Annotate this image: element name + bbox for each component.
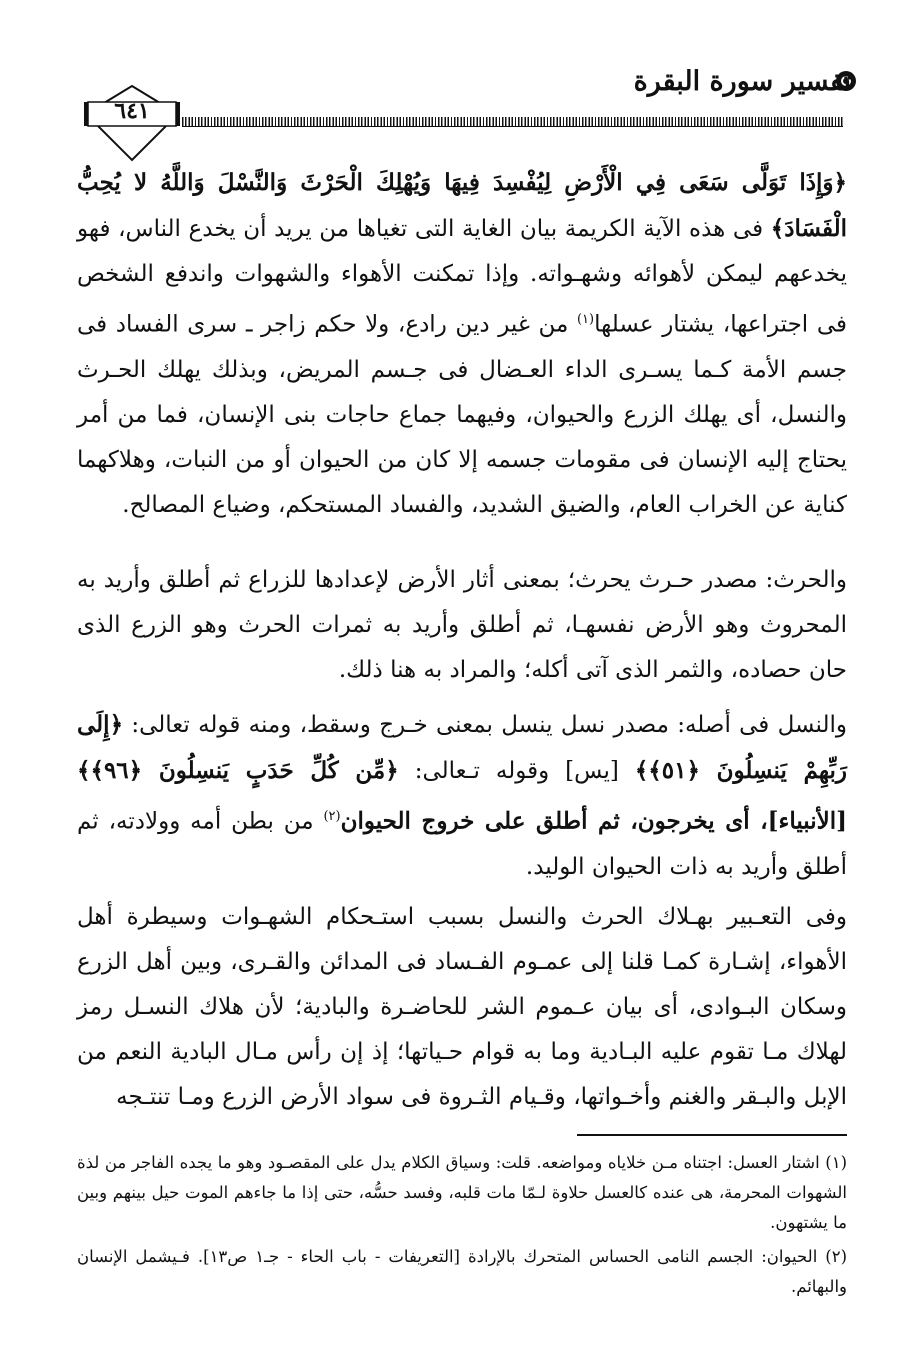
paragraph-text: والحرث: مصدر حـرث يحرث؛ بمعنى أثار الأرض لإعدادها للزراع ثم أطلق وأريد به المحروث وهو الأرض نفسهـا، ثم أطلق وأريد به ثمرات الحرث وهو الزرع الذى حان حصاده، والثمر الذى آتى أكله؛ والمراد به هنا ذلك.	[77, 567, 847, 683]
paragraph-text: وفى التعـبير بهـلاك الحرث والنسل بسبب استـحكام الشهـوات وسيطرة أهل الأهواء، إشـارة كمـا قلنا إلى عمـوم الفـساد فى المدائن والقـرى، وبين أهل الزرع وسكان البـوادى، أى بيان عـموم الشر للحاضـرة والبادية؛ لأن هلاك النسـل رمز لهلاك مـا تقوم عليه البـادية وما به قوام حـياتها؛ إذ إن رأس مـال البادية النعم من الإبل والبـقر والغنم وأخـواتها، وقـيام الثـروة فى سواد الأرض الزرع ومـا تنتـجه	[77, 904, 847, 1110]
paragraph-4	[77, 895, 847, 1120]
quran-verse: ﴿وَإِذَا تَوَلَّى سَعَى فِي الْأَرْضِ لِيُفْسِدَ فِيهَا وَيُهْلِكَ الْحَرْثَ وَالنَّسْلَ وَاللَّهُ لا يُحِبُّ الْفَسَادَ﴾	[77, 169, 847, 242]
paragraph-text: من بطن أمه وولادته، ثم أطلق وأريد به ذات الحيوان الوليد.	[77, 808, 847, 880]
page-number: ٦٤١	[114, 98, 150, 124]
paragraph-1	[77, 160, 847, 528]
running-header-title: تفسير سورة البقرة	[633, 66, 851, 97]
paragraph-text: من غير دين رادع، ولا حكم زاجر ـ سرى الفساد فى جسم الأمة كـما يسـرى الداء العـضال فى جـسم المريض، وبذلك يهلك الحـرث والنسل، أى يهلك الزرع والحيوان، وفيهما جماع حاجات بنى الإنسان، فما من أمر يحتاج إليه الإنسان فى مقومات جسمه إلا كان من الحيوان أو من النبات، وهلاكهما كناية عن الخراب العام، والضيق الشديد، والفساد المستحكم، وضياع المصالح.	[77, 311, 847, 518]
footnote-1: (١) اشتار العسل: اجتناه مـن خلاياه ومواضعه. قلت: وسياق الكلام يدل على المقصـود وهو ما يجده الفاجر من لذة الشهوات المحرمة، هى عنده كالعسل حلاوة لـمّا مات قلبه، وفسد حسُّه، حتى إذا ما جاءهم الموت حيل بينهم وبين ما يشتهون.	[77, 1153, 847, 1232]
footnote-2: (٢) الحيوان: الجسم النامى الحساس المتحرك بالإرادة [التعريفات - باب الحاء - جـ١ ص١٣]. فـيشمل الإنسان والبهائم.	[77, 1247, 848, 1296]
paragraph-2	[77, 558, 847, 693]
header-hatched-rule	[182, 117, 843, 126]
quran-verse: ﴿إِلَى رَبِّهِمْ يَنسِلُونَ ﴿٥١﴾﴾	[77, 711, 847, 784]
paragraph-text: فى هذه الآية الكريمة بيان الغاية التى تغياها من يريد أن يخدع الناس، فهو يخدعهم ليمكن لأهوائه وشهـواته. وإذا تمكنت الأهواء والشهوات واندفع الشخص فى اجتراعها، يشتار عسلها	[77, 216, 847, 338]
footnote-ref-2: (٢)	[323, 809, 341, 824]
paragraph-text: [يس] وقوله تـعالى:	[398, 758, 635, 784]
quran-verse: ﴿مِّن كُلِّ حَدَبٍ يَنسِلُونَ ﴿٩٦﴾﴾	[77, 757, 399, 784]
footnote-separator	[577, 1134, 847, 1136]
header-rule-line	[182, 126, 843, 127]
surah-reference: [الأنبياء]، أى يخرجون، ثم أطلق على خروج الحيوان	[340, 807, 848, 835]
paragraph-text: والنسل فى أصله: مصدر نسل ينسل بمعنى خـرج وسقط، ومنه قوله تعالى:	[123, 712, 847, 738]
footnote-ref-1: (١)	[576, 312, 595, 327]
footnotes	[77, 1148, 847, 1306]
paragraph-3	[77, 702, 847, 890]
